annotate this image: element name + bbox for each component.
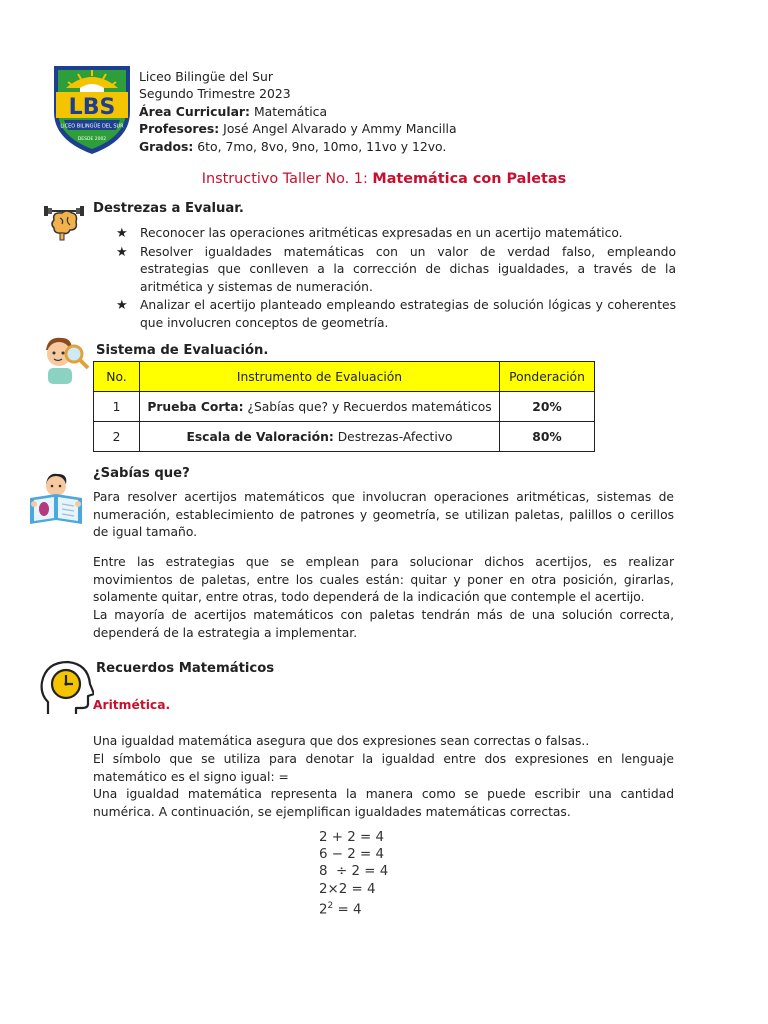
cell-weight: 20% (500, 392, 595, 422)
skills-heading: Destrezas a Evaluar. (93, 201, 244, 216)
memories-paragraph-2: El símbolo que se utiliza para denotar la igualdad entre dos expresiones en lenguaje matemático es el signo igual: = (93, 752, 674, 784)
memories-paragraph-3: Una igualdad matemática representa la manera como se puede escribir una cantidad numérica. A continuación, se ejemplifican igualdades matemáticas correctas. (93, 787, 674, 819)
school-logo (50, 60, 134, 156)
equation-1: 2 + 2 = 4 (319, 830, 385, 845)
school-name: Liceo Bilingüe del Sur (139, 69, 273, 84)
list-item: ★ Resolver igualdades matemáticas con un valor de verdad falso, empleando estrategias que conlleven a la corrección de dichas igualdades, a través de la aritmética y sistemas de numeración. (116, 244, 676, 294)
memories-heading: Recuerdos Matemáticos (96, 661, 275, 676)
svg-text:LICEO BILINGÜE DEL SUR: LICEO BILINGÜE DEL SUR (60, 123, 124, 130)
table-header-row (94, 362, 595, 392)
svg-text:DESDE 2002: DESDE 2002 (77, 137, 107, 142)
did-you-know-paragraph-1: Para resolver acertijos matemáticos que involucran operaciones aritméticas, sistemas de numeración, establecimiento de patrones y geometría, se utilizan paletas, palillos o cerillos de igual tamaño. (93, 490, 674, 540)
document-title: Instructivo Taller No. 1: Matemática con Paletas (201, 171, 567, 187)
col-header-weight: Ponderación (500, 362, 595, 392)
equation-5: $2^2 = 4$ (319, 900, 362, 918)
equation-3: 8 ÷ 2 = 4 (319, 864, 389, 880)
kid-reading-icon (26, 470, 86, 528)
area-line: Área Curricular: Matemática (139, 103, 328, 119)
cell-instrument: Escala de Valoración: Destrezas-Afectivo (140, 422, 500, 452)
cell-no: 2 (94, 422, 140, 452)
cell-weight: 80% (500, 422, 595, 452)
list-item: ★ Reconocer las operaciones aritméticas expresadas en un acertijo matemático. (116, 226, 623, 241)
svg-text:LBS: LBS (68, 95, 116, 120)
head-clock-icon (38, 658, 94, 718)
teachers-line: Profesores: José Angel Alvarado y Ammy Mancilla (139, 121, 457, 137)
did-you-know-heading: ¿Sabías que? (93, 466, 190, 481)
equation-2: 6 − 2 = 4 (319, 847, 385, 863)
grades-line: Grados: 6to, 7mo, 8vo, 9no, 10mo, 11vo y 12vo. (139, 138, 447, 154)
header-info (139, 68, 457, 155)
term: Segundo Trimestre 2023 (139, 86, 291, 102)
cell-instrument: Prueba Corta: ¿Sabías que? y Recuerdos matemáticos (140, 392, 500, 422)
col-header-no: No. (94, 362, 140, 392)
memories-paragraph-1: Una igualdad matemática asegura que dos expresiones sean correctas o falsas.. (93, 734, 590, 748)
list-item: ★ Analizar el acertijo planteado empleando estrategias de solución lógicas y coherentes que involucren conceptos de geometría. (116, 298, 676, 330)
did-you-know-paragraph-2: Entre las estrategias que se emplean para solucionar dichos acertijos, es realizar movimientos de paletas, entre los cuales están: quitar y poner en otra posición, girarlas, solamente quitar, entre otras, todo dependerá de la indicación que contemple el acertijo. (93, 555, 674, 605)
table-row (94, 422, 595, 452)
brain-dumbbell-icon (42, 200, 86, 244)
arithmetic-subheading: Aritmética. (93, 698, 171, 712)
equations-list (319, 829, 388, 918)
cell-no: 1 (94, 392, 140, 422)
evaluation-heading: Sistema de Evaluación. (96, 343, 269, 358)
evaluation-table (93, 361, 595, 452)
table-row (94, 392, 595, 422)
kid-magnifier-icon (38, 332, 92, 386)
did-you-know-paragraph-3: La mayoría de acertijos matemáticos con paletas tendrán más de una solución correcta, dependerá de la estrategia a implementar. (93, 608, 674, 640)
col-header-instrument: Instrumento de Evaluación (140, 362, 500, 392)
skills-list (116, 225, 676, 334)
equation-4: 2×2 = 4 (319, 881, 376, 897)
